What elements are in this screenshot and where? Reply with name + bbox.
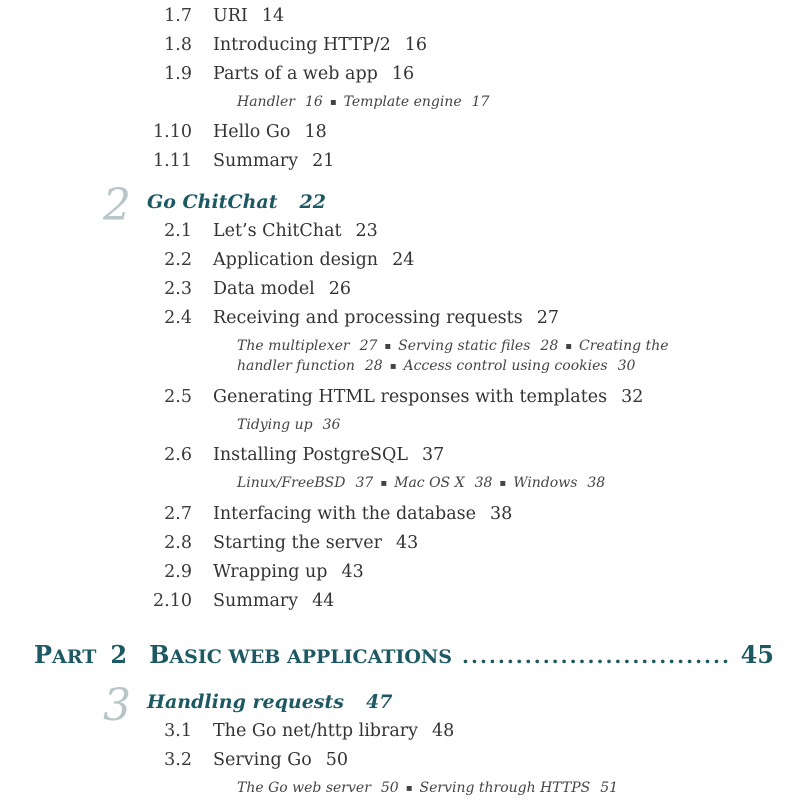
page-number: 24 (392, 250, 415, 270)
toc-entry[interactable] (213, 561, 364, 583)
toc-entry[interactable] (213, 532, 418, 554)
chapter-name: Go ChitChat (147, 191, 278, 213)
bullet-separator: ▪ (389, 361, 397, 372)
entry-title: Wrapping up (213, 562, 328, 582)
section-number: 2.4 (164, 308, 192, 328)
page-number: 38 (587, 475, 606, 491)
subsection-title[interactable]: Linux/FreeBSD (237, 475, 346, 491)
toc-entry[interactable] (213, 121, 327, 143)
toc-entry[interactable] (213, 220, 378, 242)
page-number: 18 (304, 122, 327, 142)
page-number: 16 (404, 35, 428, 55)
toc-entry[interactable] (213, 278, 351, 300)
subsection-line (237, 356, 635, 378)
entry-title: Data model (213, 279, 315, 299)
part-heading[interactable] (34, 640, 774, 670)
page-number: 44 (312, 591, 335, 611)
page-number: 48 (432, 721, 455, 741)
entry-title: Generating HTML responses with templates (213, 387, 608, 407)
page-number: 37 (421, 445, 445, 465)
entry-title: URI (213, 6, 248, 26)
toc-entry[interactable] (213, 720, 454, 742)
toc-entry[interactable] (213, 63, 414, 85)
entry-title: Summary (213, 151, 299, 171)
page-number: 22 (299, 191, 326, 213)
subsection-title[interactable]: Creating the (579, 338, 669, 354)
subsection-title[interactable]: Tidying up (237, 417, 313, 433)
page-number: 45 (740, 640, 774, 669)
page-number: 38 (474, 475, 493, 491)
entry-title: Installing PostgreSQL (213, 445, 408, 465)
entry-title: Hello Go (213, 122, 291, 142)
part-label-rest: ART (52, 646, 97, 668)
chapter-number: 2 (103, 180, 131, 231)
section-number: 1.7 (164, 6, 192, 26)
toc-entry[interactable] (213, 749, 348, 771)
page-number: 27 (536, 308, 559, 328)
entry-title: Application design (213, 250, 379, 270)
page-number: 50 (325, 750, 349, 770)
entry-title: Parts of a web app (213, 64, 378, 84)
subsection-title[interactable]: Serving static files (398, 338, 531, 354)
section-number: 2.1 (164, 221, 192, 241)
page-number: 43 (396, 533, 419, 553)
entry-title: Let’s ChitChat (213, 221, 342, 241)
page-number: 50 (380, 780, 399, 796)
entry-title: Starting the server (213, 533, 383, 553)
toc-entry[interactable] (213, 444, 444, 466)
bullet-separator: ▪ (380, 478, 388, 489)
toc-entry[interactable] (213, 34, 427, 56)
page-number: 26 (328, 279, 352, 299)
toc-entry[interactable] (213, 150, 334, 172)
part-label-initial: P (34, 640, 53, 669)
part-title-rest: ASIC WEB APPLICATIONS (169, 646, 453, 668)
page-number: 28 (364, 358, 383, 374)
page-number: 37 (355, 475, 374, 491)
subsection-title[interactable]: Template engine (343, 94, 462, 110)
subsection-line (237, 415, 340, 435)
subsection-line (237, 92, 489, 114)
subsection-line (237, 336, 669, 358)
page-number: 36 (322, 417, 341, 433)
page-number: 16 (391, 64, 415, 84)
chapter-number: 3 (103, 680, 131, 731)
entry-title: Summary (213, 591, 299, 611)
toc-entry[interactable] (213, 249, 414, 271)
page-number: 30 (617, 358, 636, 374)
chapter-title[interactable] (147, 190, 326, 214)
part-title (149, 640, 452, 669)
section-number: 2.5 (164, 387, 192, 407)
chapter-name: Handling requests (147, 691, 344, 713)
section-number: 3.1 (164, 721, 192, 741)
page-number: 28 (540, 338, 559, 354)
page-number: 17 (471, 94, 490, 110)
bullet-separator: ▪ (329, 97, 337, 108)
subsection-title[interactable]: Handler (237, 94, 295, 110)
section-number: 1.8 (164, 35, 192, 55)
subsection-title[interactable]: Mac OS X (394, 475, 465, 491)
subsection-title[interactable]: handler function (237, 358, 355, 374)
page-number: 23 (355, 221, 378, 241)
bullet-separator: ▪ (384, 341, 392, 352)
toc-entry[interactable] (213, 386, 643, 408)
chapter-title[interactable] (147, 690, 392, 714)
part-number: 2 (110, 640, 128, 669)
section-number: 2.7 (164, 504, 192, 524)
bullet-separator: ▪ (565, 341, 573, 352)
toc-entry[interactable] (213, 590, 334, 612)
section-number: 2.10 (153, 591, 192, 611)
subsection-line (237, 473, 605, 495)
section-number: 2.3 (164, 279, 192, 299)
toc-entry[interactable] (213, 5, 284, 27)
page-number: 14 (261, 6, 285, 26)
section-number: 1.10 (153, 122, 192, 142)
section-number: 2.8 (164, 533, 192, 553)
entry-title: Introducing HTTP/2 (213, 35, 391, 55)
toc-entry[interactable] (213, 307, 559, 329)
part-label (34, 640, 96, 669)
bullet-separator: ▪ (405, 783, 413, 794)
section-number: 1.9 (164, 64, 192, 84)
page-number: 21 (312, 151, 335, 171)
subsection-title[interactable]: Serving through HTTPS (419, 780, 591, 796)
subsection-title[interactable]: The Go web server (237, 780, 371, 796)
dot-leader: .............................. (462, 644, 731, 668)
entry-title: Serving Go (213, 750, 312, 770)
page-number: 38 (490, 504, 513, 524)
subsection-title[interactable]: Windows (513, 475, 578, 491)
page-number: 32 (621, 387, 644, 407)
subsection-line (237, 778, 618, 800)
section-number: 2.2 (164, 250, 192, 270)
toc-entry[interactable] (213, 503, 512, 525)
page-number: 27 (359, 338, 378, 354)
part-title-initial: B (149, 640, 170, 669)
subsection-title[interactable]: The multiplexer (237, 338, 350, 354)
entry-title: The Go net/http library (213, 721, 419, 741)
entry-title: Receiving and processing requests (213, 308, 523, 328)
section-number: 2.9 (164, 562, 192, 582)
entry-title: Interfacing with the database (213, 504, 477, 524)
bullet-separator: ▪ (499, 478, 507, 489)
section-number: 3.2 (164, 750, 192, 770)
section-number: 1.11 (153, 151, 192, 171)
page-number: 16 (305, 94, 323, 110)
page-number: 43 (341, 562, 364, 582)
page-number: 51 (600, 780, 619, 796)
section-number: 2.6 (164, 445, 192, 465)
subsection-title[interactable]: Access control using cookies (403, 358, 608, 374)
page-number: 47 (365, 691, 393, 713)
